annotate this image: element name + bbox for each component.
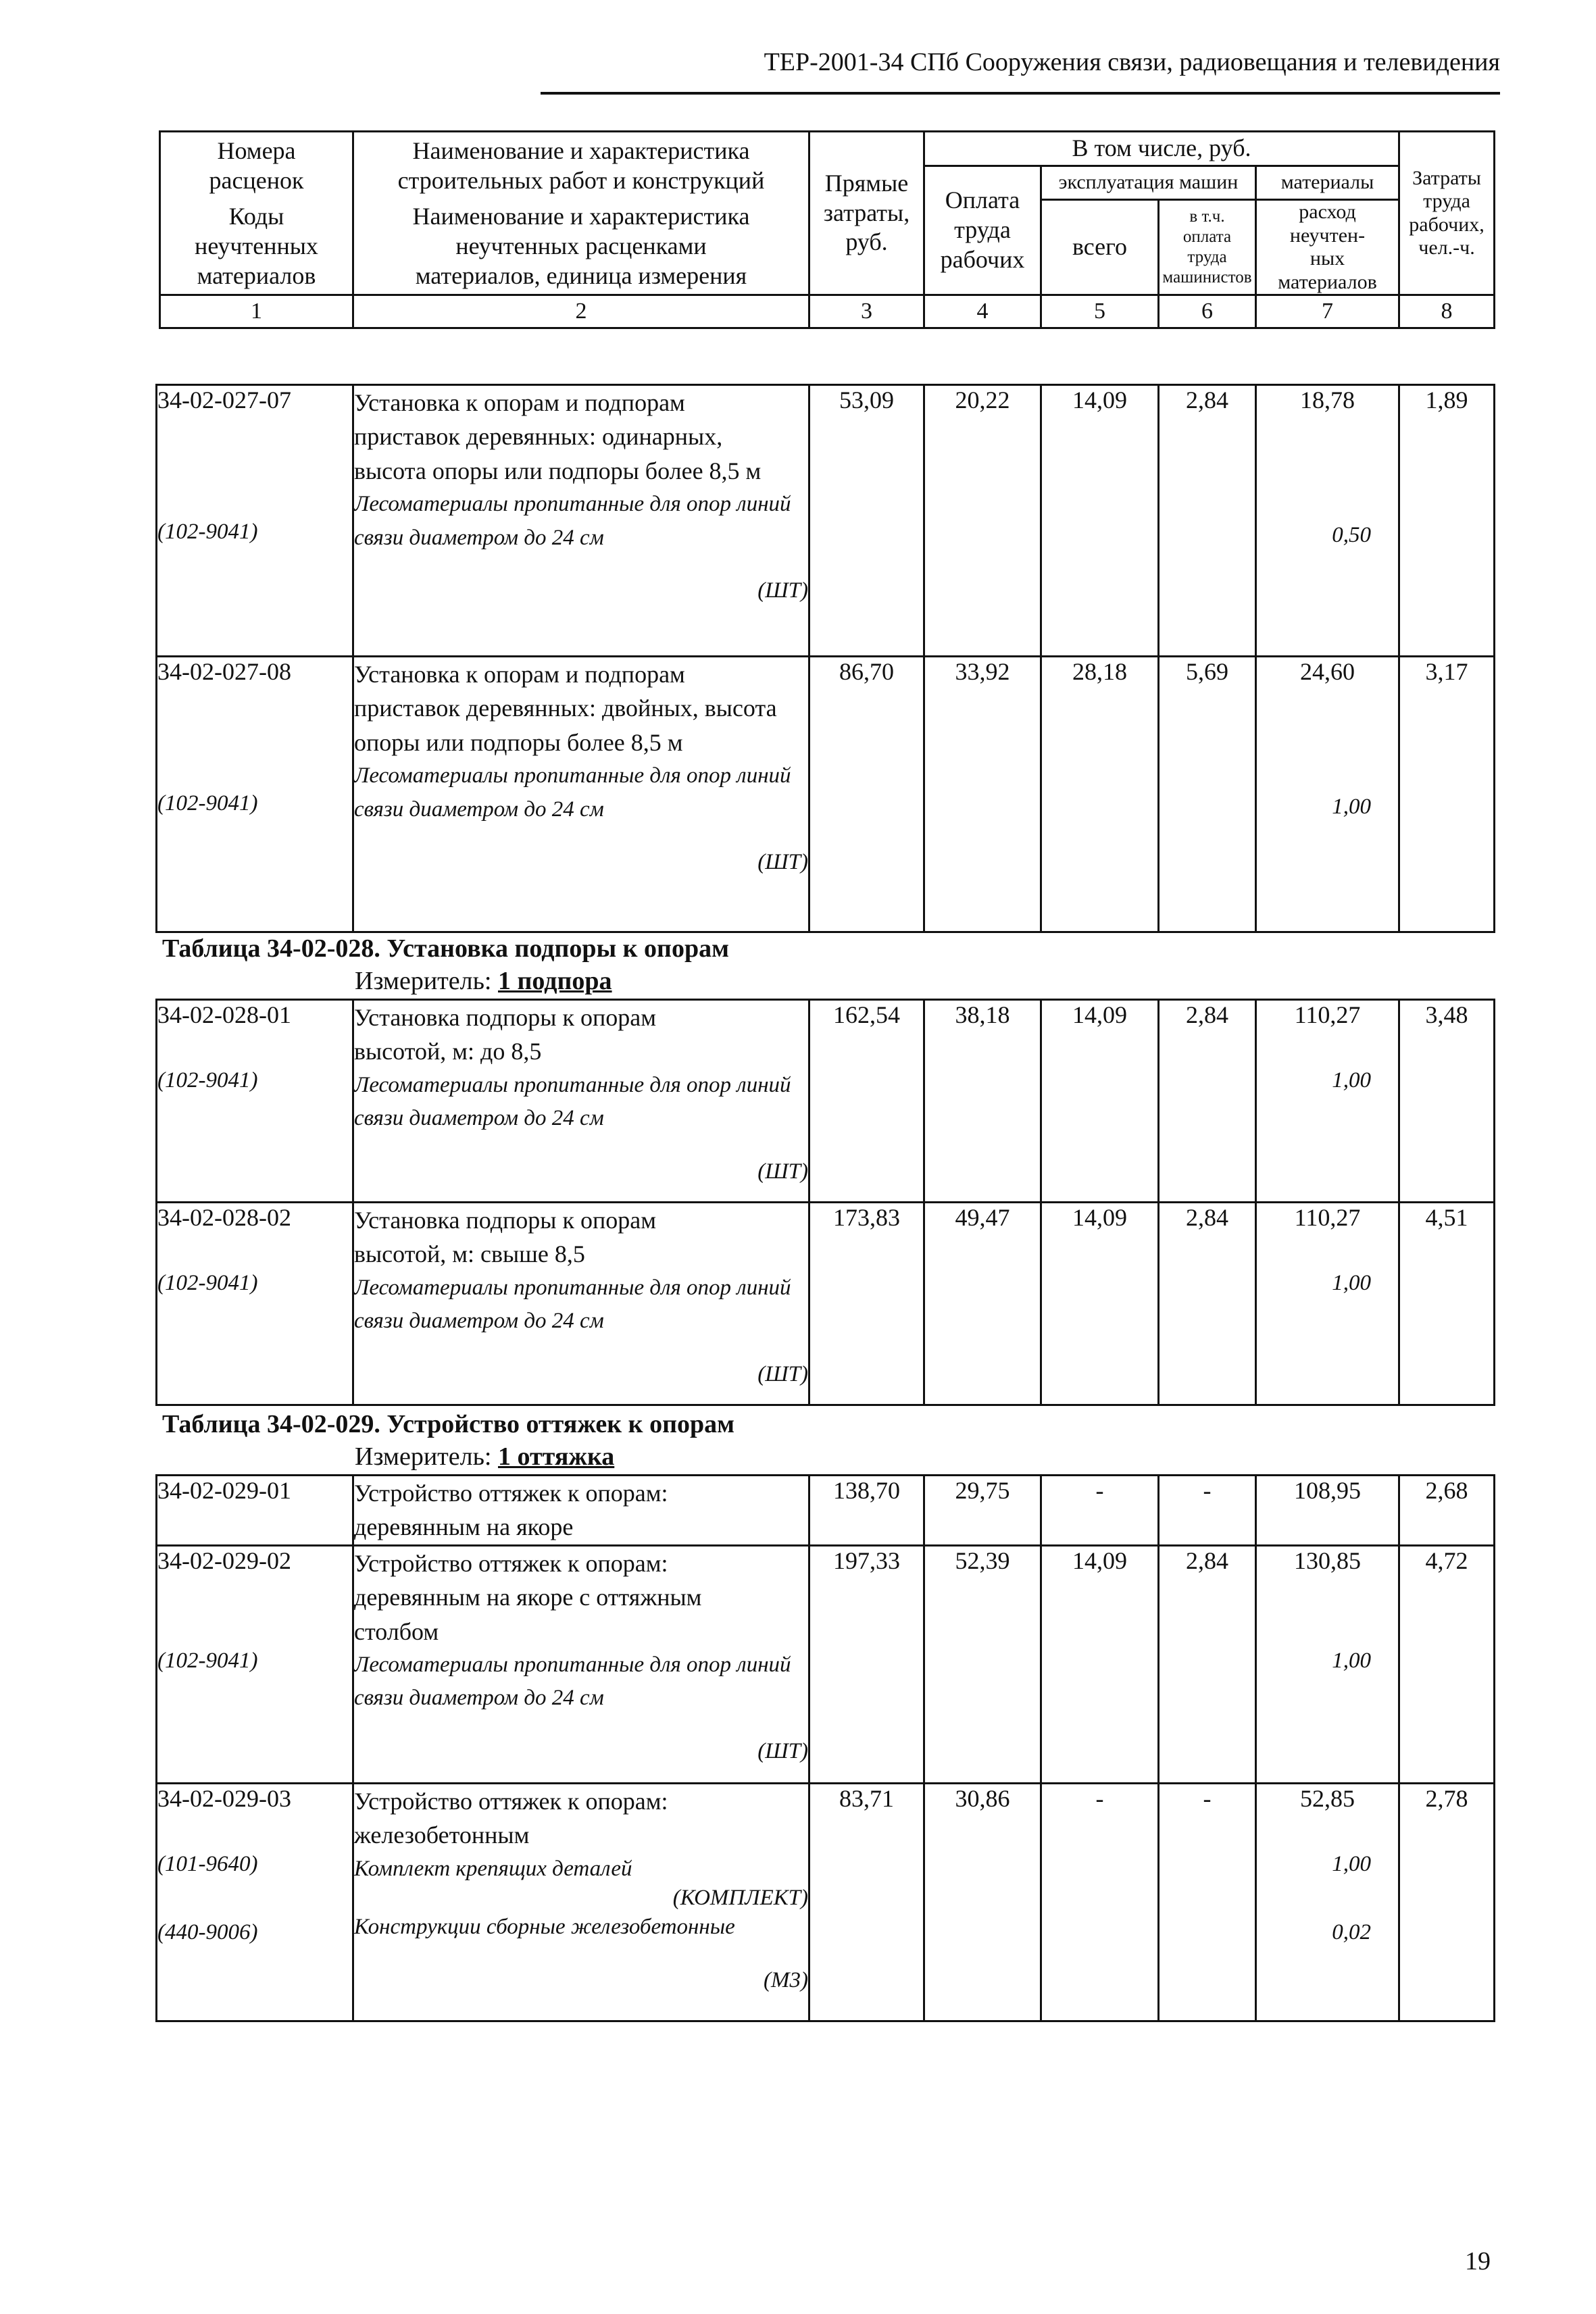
row-code-cell: 34-02-029-01 [157, 1476, 353, 1546]
direct-cost: 173,83 [809, 1203, 924, 1405]
material-code: (102-9041) [157, 520, 258, 544]
material-name: Комплект крепящих деталей [354, 1856, 632, 1881]
material-name: Лесоматериалы пропитанные для опор линий связи диаметром до 24 см [354, 1072, 791, 1131]
page-header-title: ТЕР-2001-34 СПб Сооружения связи, радиовещания и телевидения [764, 48, 1500, 76]
materials-cell: 110,27 1,00 [1256, 1000, 1399, 1203]
row-name-cell: Устройство оттяжек к опорам: железобетонным Комплект крепящих деталей (КОМПЛЕКТ) Конструкции сборные железобетонные (М3) [353, 1783, 809, 2021]
col6-header: в т.ч. оплата труда машинистов [1159, 200, 1256, 295]
material-name: Конструкции сборные железобетонные [354, 1915, 735, 1940]
row-name-cell: Установка подпоры к опорам высотой, м: свыше 8,5 Лесоматериалы пропитанные для опор линий связи диаметром до 24 см (ШТ) [353, 1203, 809, 1405]
table-029 [155, 1474, 1495, 2022]
col1-header-top: Номера расценок [160, 132, 353, 200]
labor-cost: 20,22 [924, 385, 1041, 657]
col3-header: Прямые затраты, руб. [809, 132, 924, 295]
machine-cost: - [1041, 1476, 1159, 1546]
materials-cell: 130,85 1,00 [1256, 1545, 1399, 1783]
material-qty: 1,00 [1332, 1068, 1371, 1092]
machine-cost: 14,09 [1041, 1203, 1159, 1405]
material-code: (102-9041) [157, 1648, 258, 1673]
machine-labor-cost: 2,84 [1159, 1545, 1256, 1783]
direct-cost: 86,70 [809, 657, 924, 932]
materials-header: материалы [1256, 166, 1399, 200]
row-name-cell: Установка к опорам и подпорам приставок деревянных: двойных, высота опоры или подпоры более 8,5 м Лесоматериалы пропитанные для опор линий связи диаметром до 24 см (ШТ) [353, 657, 809, 932]
machine-cost: 14,09 [1041, 1000, 1159, 1203]
header-rule [541, 92, 1500, 95]
material-name: Лесоматериалы пропитанные для опор линий связи диаметром до 24 см [354, 763, 791, 822]
row-code-cell: 34-02-029-02 (102-9041) [157, 1545, 353, 1783]
page-number: 19 [1465, 2247, 1491, 2275]
material-name: Лесоматериалы пропитанные для опор линий связи диаметром до 24 см [354, 1652, 791, 1711]
table-029-measure: Измеритель: 1 оттяжка [355, 1442, 615, 1471]
machine-cost: 14,09 [1041, 385, 1159, 657]
col4-header: Оплата труда рабочих [924, 166, 1041, 295]
machine-labor-cost: 2,84 [1159, 1203, 1256, 1405]
row-code-cell: 34-02-028-02 (102-9041) [157, 1203, 353, 1405]
machine-labor-cost: 5,69 [1159, 657, 1256, 932]
material-code: (101-9640) [157, 1851, 258, 1876]
material-name: Лесоматериалы пропитанные для опор линий связи диаметром до 24 см [354, 1275, 791, 1334]
col-number: 5 [1041, 295, 1159, 328]
col7-header: расход неучтен- ных материалов [1256, 200, 1399, 295]
direct-cost: 162,54 [809, 1000, 924, 1203]
machines-header: эксплуатация машин [1041, 166, 1256, 200]
machine-labor-cost: 2,84 [1159, 1000, 1256, 1203]
material-unit: (ШТ) [757, 850, 808, 875]
material-qty: 1,00 [1332, 795, 1371, 819]
material-unit: (ШТ) [757, 1361, 808, 1386]
direct-cost: 197,33 [809, 1545, 924, 1783]
col-number: 8 [1399, 295, 1495, 328]
labor-cost: 29,75 [924, 1476, 1041, 1546]
labor-cost: 49,47 [924, 1203, 1041, 1405]
row-name-cell: Установка к опорам и подпорам приставок деревянных: одинарных, высота опоры или подпоры более 8,5 м Лесоматериалы пропитанные для опор линий связи диаметром до 24 см (ШТ) [353, 385, 809, 657]
col2-header-bottom: Наименование и характеристика неучтенных расценками материалов, единица измерения [353, 200, 809, 295]
material-code: (102-9041) [157, 791, 258, 815]
labor-hours: 2,68 [1399, 1476, 1495, 1546]
labor-cost: 30,86 [924, 1783, 1041, 2021]
material-code: (102-9041) [157, 1068, 258, 1092]
labor-hours: 2,78 [1399, 1783, 1495, 2021]
table-row [157, 1203, 1495, 1405]
table-028-title: Таблица 34-02-028. Установка подпоры к опорам [162, 934, 729, 963]
labor-hours: 4,72 [1399, 1545, 1495, 1783]
machine-labor-cost: - [1159, 1476, 1256, 1546]
col-number: 1 [160, 295, 353, 328]
material-qty: 1,00 [1332, 1648, 1371, 1673]
table-row [157, 1783, 1495, 2021]
direct-cost: 83,71 [809, 1783, 924, 2021]
row-name-cell: Установка подпоры к опорам высотой, м: до 8,5 Лесоматериалы пропитанные для опор линий связи диаметром до 24 см (ШТ) [353, 1000, 809, 1203]
table-row [157, 1545, 1495, 1783]
col2-header-top: Наименование и характеристика строительных работ и конструкций [353, 132, 809, 200]
table-029-title: Таблица 34-02-029. Устройство оттяжек к опорам [162, 1410, 734, 1438]
col1-header-bottom: Коды неучтенных материалов [160, 200, 353, 295]
materials-cell: 24,60 1,00 [1256, 657, 1399, 932]
col8-header: Затраты труда рабочих, чел.-ч. [1399, 132, 1495, 295]
table-027 [155, 384, 1495, 933]
material-qty: 0,50 [1332, 523, 1371, 547]
material-unit: (ШТ) [757, 1738, 808, 1763]
labor-hours: 1,89 [1399, 385, 1495, 657]
material-unit: (КОМПЛЕКТ) [672, 1886, 808, 1911]
labor-cost: 38,18 [924, 1000, 1041, 1203]
material-unit: (М3) [764, 1967, 808, 1992]
direct-cost: 138,70 [809, 1476, 924, 1546]
labor-hours: 4,51 [1399, 1203, 1495, 1405]
machine-labor-cost: - [1159, 1783, 1256, 2021]
col-number: 2 [353, 295, 809, 328]
material-qty: 1,00 [1332, 1271, 1371, 1295]
row-name-cell: Устройство оттяжек к опорам: деревянным на якоре с оттяжным столбом Лесоматериалы пропитанные для опор линий связи диаметром до 24 см (ШТ) [353, 1545, 809, 1783]
material-unit: (ШТ) [757, 1159, 808, 1184]
table-row [157, 1476, 1495, 1546]
material-code: (440-9006) [157, 1920, 258, 1945]
table-028-measure: Измеритель: 1 подпора [355, 967, 612, 995]
material-qty: 1,00 [1332, 1851, 1371, 1876]
column-header-table [159, 130, 1495, 329]
materials-cell: 108,95 [1256, 1476, 1399, 1546]
col-number: 4 [924, 295, 1041, 328]
included-header: В том числе, руб. [924, 132, 1399, 166]
row-code-cell: 34-02-029-03 (101-9640) (440-9006) [157, 1783, 353, 2021]
table-028 [155, 999, 1495, 1406]
machine-cost: 14,09 [1041, 1545, 1159, 1783]
table-row [157, 657, 1495, 932]
col-number: 6 [1159, 295, 1256, 328]
labor-cost: 52,39 [924, 1545, 1041, 1783]
machine-cost: - [1041, 1783, 1159, 2021]
materials-cell: 110,27 1,00 [1256, 1203, 1399, 1405]
material-unit: (ШТ) [757, 578, 808, 603]
materials-cell: 18,78 0,50 [1256, 385, 1399, 657]
labor-hours: 3,17 [1399, 657, 1495, 932]
col-number: 3 [809, 295, 924, 328]
table-row [157, 385, 1495, 657]
row-code-cell: 34-02-027-08 (102-9041) [157, 657, 353, 932]
row-code-cell: 34-02-028-01 (102-9041) [157, 1000, 353, 1203]
materials-cell: 52,85 1,00 0,02 [1256, 1783, 1399, 2021]
col5-header: всего [1041, 200, 1159, 295]
labor-hours: 3,48 [1399, 1000, 1495, 1203]
material-name: Лесоматериалы пропитанные для опор линий связи диаметром до 24 см [354, 492, 791, 550]
material-qty: 0,02 [1332, 1920, 1371, 1945]
machine-labor-cost: 2,84 [1159, 385, 1256, 657]
col-number: 7 [1256, 295, 1399, 328]
material-code: (102-9041) [157, 1271, 258, 1295]
row-name-cell: Устройство оттяжек к опорам: деревянным на якоре [353, 1476, 809, 1546]
machine-cost: 28,18 [1041, 657, 1159, 932]
direct-cost: 53,09 [809, 385, 924, 657]
row-code-cell: 34-02-027-07 (102-9041) [157, 385, 353, 657]
labor-cost: 33,92 [924, 657, 1041, 932]
table-row [157, 1000, 1495, 1203]
